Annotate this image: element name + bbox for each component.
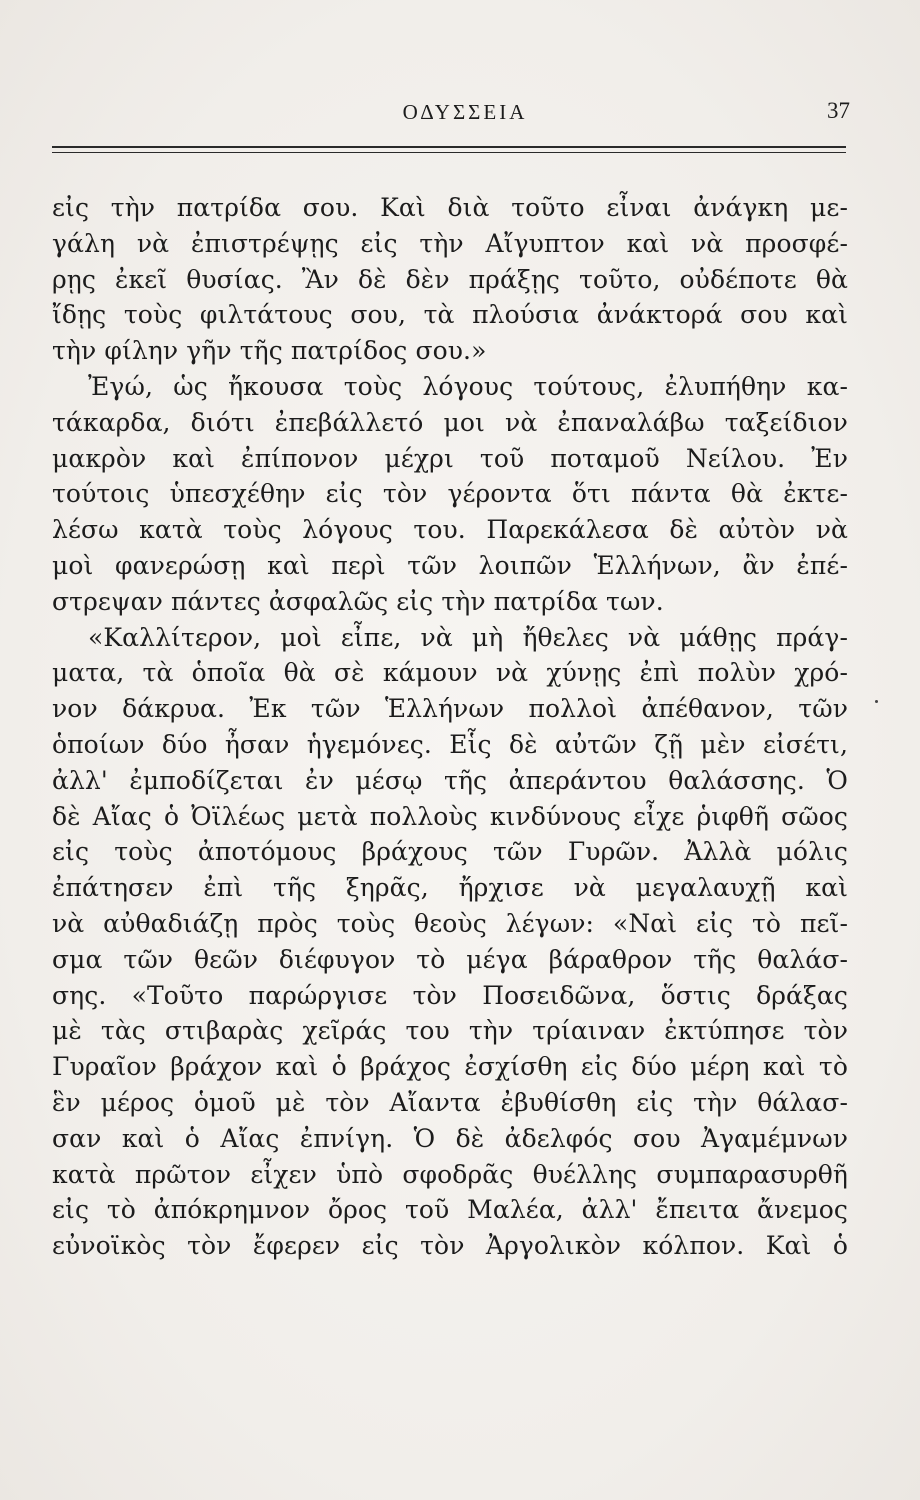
text-line: «Καλλίτερον, μοὶ εἶπε, νὰ μὴ ἤθελες νὰ μάθῃς πράγ- (88, 622, 848, 652)
text-line: εἰς τὴν πατρίδα σου. Καὶ διὰ τοῦτο εἶναι ἀνάγκη με- (52, 193, 848, 222)
text-line: ἐπάτησεν ἐπὶ τῆς ξηρᾶς, ἤρχισε νὰ μεγαλαυχῇ καὶ (52, 873, 848, 903)
text-line: εὐνοϊκὸς τὸν ἔφερεν εἰς τὸν Ἀργολικὸν κόλπον. Καὶ ὁ (52, 1231, 848, 1261)
text-line: σμα τῶν θεῶν διέφυγον τὸ μέγα βάραθρον τῆς θαλάσ- (52, 944, 848, 974)
running-title: ΟΔΥΣΣΕΙΑ (402, 100, 528, 124)
text-line: μὲ τὰς στιβαρὰς χεῖράς του τὴν τρίαιναν ἐκτύπησε τὸν (52, 1016, 848, 1046)
text-line: κατὰ πρῶτον εἶχεν ὑπὸ σφοδρᾶς θυέλλης συμπαρασυρθῆ (52, 1159, 848, 1189)
text-line: στρεψαν πάντες ἀσφαλῶς εἰς τὴν πατρίδα των. (52, 586, 664, 616)
page-number: 37 (827, 98, 850, 123)
header-rule-thick (52, 146, 846, 148)
text-line: σης. «Τοῦτο παρώργισε τὸν Ποσειδῶνα, ὅστις δράξας (52, 980, 848, 1010)
text-line: Ἐγώ, ὡς ἤκουσα τοὺς λόγους τούτους, ἐλυπήθην κα- (88, 371, 848, 401)
text-line: λέσω κατὰ τοὺς λόγους του. Παρεκάλεσα δὲ αὐτὸν νὰ (52, 515, 848, 545)
text-line: Γυραῖον βράχον καὶ ὁ βράχος ἐσχίσθη εἰς δύο μέρη καὶ τὸ (52, 1052, 848, 1082)
text-line: νον δάκρυα. Ἐκ τῶν Ἑλλήνων πολλοὶ ἀπέθανον, τῶν (52, 694, 848, 724)
text-line: γάλη νὰ ἐπιστρέψῃς εἰς τὴν Αἴγυπτον καὶ νὰ προσφέ- (52, 228, 848, 258)
text-line: μοὶ φανερώσῃ καὶ περὶ τῶν λοιπῶν Ἑλλήνων, ἂν ἐπέ- (52, 550, 848, 580)
text-line: εἰς τὸ ἀπόκρημνον ὄρος τοῦ Μαλέα, ἀλλ' ἔπειτα ἄνεμος (52, 1195, 848, 1225)
header-rule-thin (52, 152, 846, 153)
text-line: τάκαρδα, διότι ἐπεβάλλετό μοι νὰ ἐπαναλάβω ταξείδιον (52, 407, 848, 437)
text-line: μακρὸν καὶ ἐπίπονον μέχρι τοῦ ποταμοῦ Νείλου. Ἐν (52, 443, 848, 473)
print-speck (875, 700, 878, 703)
text-line: ἀλλ' ἐμποδίζεται ἐν μέσῳ τῆς ἀπεράντου θαλάσσης. Ὁ (52, 765, 848, 795)
body-text (52, 190, 848, 1264)
text-line: ρῃς ἐκεῖ θυσίας. Ἂν δὲ δὲν πράξῃς τοῦτο, οὐδέποτε θὰ (52, 264, 848, 294)
text-line: νὰ αὐθαδιάζῃ πρὸς τοὺς θεοὺς λέγων: «Ναὶ εἰς τὸ πεῖ- (52, 908, 848, 938)
text-line: ἓν μέρος ὁμοῦ μὲ τὸν Αἴαντα ἐβυθίσθη εἰς τὴν θάλασ- (52, 1087, 848, 1117)
text-line: εἰς τοὺς ἀποτόμους βράχους τῶν Γυρῶν. Ἀλλὰ μόλις (52, 837, 848, 867)
text-line: τούτοις ὑπεσχέθην εἰς τὸν γέροντα ὅτι πάντα θὰ ἐκτε- (52, 479, 848, 509)
text-line: δὲ Αἴας ὁ Ὀϊλέως μετὰ πολλοὺς κινδύνους εἶχε ῥιφθῆ σῶος (52, 801, 848, 831)
text-line: ἴδῃς τοὺς φιλτάτους σου, τὰ πλούσια ἀνάκτορά σου καὶ (52, 300, 848, 330)
text-line: ὁποίων δύο ἦσαν ἡγεμόνες. Εἷς δὲ αὐτῶν ζῇ μὲν εἰσέτι, (52, 729, 848, 759)
text-line: σαν καὶ ὁ Αἴας ἐπνίγη. Ὁ δὲ ἀδελφός σου Ἀγαμέμνων (52, 1123, 848, 1153)
text-line: ματα, τὰ ὁποῖα θὰ σὲ κάμουν νὰ χύνῃς ἐπὶ πολὺν χρό- (52, 658, 848, 688)
text-line: τὴν φίλην γῆν τῆς πατρίδος σου.» (52, 336, 487, 366)
running-head (80, 100, 850, 134)
